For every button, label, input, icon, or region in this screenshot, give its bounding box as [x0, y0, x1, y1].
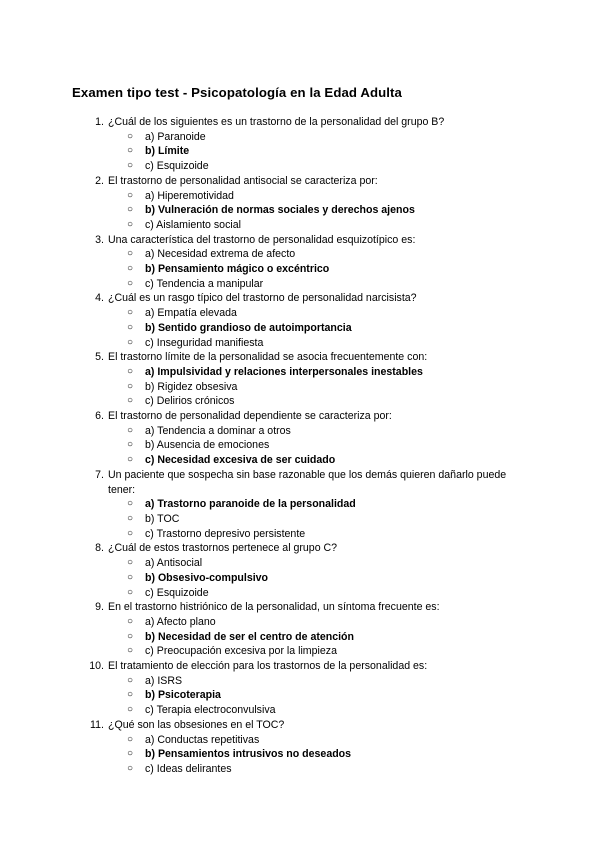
answer-option-correct	[0, 321, 528, 336]
question-text: ¿Qué son las obsesiones en el TOC?	[108, 718, 285, 731]
answer-option	[0, 424, 528, 439]
option-text: b) Pensamiento mágico o excéntrico	[145, 263, 330, 276]
circle-bullet-icon: ○	[127, 674, 134, 686]
question-text: Una característica del trastorno de personalidad esquizotípico es:	[108, 233, 416, 246]
option-list	[0, 130, 528, 174]
option-text: b) Obsesivo-compulsivo	[145, 571, 269, 584]
answer-option-correct	[0, 144, 528, 159]
circle-bullet-icon: ○	[127, 512, 134, 524]
answer-option-correct	[0, 630, 528, 645]
question-text: El trastorno de personalidad antisocial se caracteriza por:	[108, 174, 378, 187]
question-number: 11.	[90, 718, 104, 731]
circle-bullet-icon: ○	[127, 527, 134, 539]
option-text: a) Conductas repetitivas	[145, 733, 260, 746]
answer-option-correct	[0, 747, 528, 762]
circle-bullet-icon: ○	[127, 689, 134, 701]
question-item	[0, 291, 528, 350]
option-text: b) Necesidad de ser el centro de atención	[145, 630, 354, 643]
option-list	[0, 247, 528, 291]
option-text: b) Vulneración de normas sociales y derechos ajenos	[145, 204, 415, 217]
circle-bullet-icon: ○	[127, 498, 134, 510]
question-number: 2.	[95, 174, 104, 187]
answer-option	[0, 703, 528, 718]
answer-option	[0, 586, 528, 601]
option-text: a) Hiperemotividad	[145, 189, 234, 202]
answer-option-correct	[0, 453, 528, 468]
answer-option	[0, 762, 528, 777]
page-title: Examen tipo test - Psicopatología en la Edad Adulta	[72, 85, 402, 100]
answer-option-correct	[0, 688, 528, 703]
circle-bullet-icon: ○	[127, 336, 134, 348]
circle-bullet-icon: ○	[127, 424, 134, 436]
option-list	[0, 674, 528, 718]
option-text: c) Delirios crónicos	[145, 395, 235, 408]
option-text: b) Pensamientos intrusivos no deseados	[145, 748, 352, 761]
answer-option-correct	[0, 497, 528, 512]
circle-bullet-icon: ○	[127, 571, 134, 583]
question-text: El trastorno de personalidad dependiente se caracteriza por:	[108, 410, 392, 423]
circle-bullet-icon: ○	[127, 189, 134, 201]
question-text: ¿Cuál es un rasgo típico del trastorno de personalidad narcisista?	[108, 292, 417, 305]
circle-bullet-icon: ○	[127, 395, 134, 407]
option-list	[0, 306, 528, 350]
option-list	[0, 497, 528, 541]
option-text: a) Afecto plano	[145, 615, 216, 628]
option-text: c) Preocupación excesiva por la limpieza	[145, 645, 337, 658]
question-text: El tratamiento de elección para los trastornos de la personalidad es:	[108, 660, 428, 673]
option-list	[0, 189, 528, 233]
option-text: a) Necesidad extrema de afecto	[145, 248, 296, 261]
option-text: b) Psicoterapia	[145, 689, 221, 702]
circle-bullet-icon: ○	[127, 586, 134, 598]
question-number: 8.	[95, 542, 104, 555]
question-number: 10.	[89, 660, 104, 673]
circle-bullet-icon: ○	[127, 733, 134, 745]
option-text: c) Esquizoide	[145, 160, 209, 173]
answer-option	[0, 394, 528, 409]
option-text: a) Antisocial	[145, 557, 203, 570]
question-item	[0, 174, 528, 233]
circle-bullet-icon: ○	[127, 557, 134, 569]
answer-option-correct	[0, 203, 528, 218]
circle-bullet-icon: ○	[127, 615, 134, 627]
circle-bullet-icon: ○	[127, 704, 134, 716]
option-text: b) TOC	[145, 512, 180, 525]
circle-bullet-icon: ○	[127, 321, 134, 333]
answer-option	[0, 438, 528, 453]
option-text: a) ISRS	[145, 674, 183, 687]
circle-bullet-icon: ○	[127, 645, 134, 657]
circle-bullet-icon: ○	[127, 277, 134, 289]
answer-option	[0, 277, 528, 292]
question-number: 4.	[95, 292, 104, 305]
circle-bullet-icon: ○	[127, 263, 134, 275]
question-item	[0, 350, 528, 409]
option-text: c) Necesidad excesiva de ser cuidado	[145, 454, 336, 467]
answer-option	[0, 512, 528, 527]
option-list	[0, 615, 528, 659]
question-number: 1.	[95, 116, 104, 128]
option-text: c) Tendencia a manipular	[145, 277, 264, 290]
answer-option	[0, 189, 528, 204]
question-item	[0, 468, 528, 542]
answer-option	[0, 615, 528, 630]
question-item	[0, 409, 528, 468]
question-number: 7.	[95, 468, 104, 481]
option-text: c) Esquizoide	[145, 586, 209, 599]
circle-bullet-icon: ○	[127, 248, 134, 260]
circle-bullet-icon: ○	[127, 630, 134, 642]
option-text: b) Rigidez obsesiva	[145, 380, 238, 393]
question-number: 9.	[95, 601, 104, 614]
question-item	[0, 600, 528, 659]
answer-option	[0, 644, 528, 659]
question-list	[0, 115, 528, 777]
answer-option	[0, 159, 528, 174]
option-text: b) Límite	[145, 145, 190, 158]
question-text: Un paciente que sospecha sin base razonable que los demás quieren dañarlo puede tener:	[108, 468, 507, 496]
circle-bullet-icon: ○	[127, 145, 134, 157]
circle-bullet-icon: ○	[127, 160, 134, 172]
circle-bullet-icon: ○	[127, 218, 134, 230]
answer-option	[0, 247, 528, 262]
option-text: b) Ausencia de emociones	[145, 439, 270, 452]
question-item	[0, 659, 528, 718]
option-text: a) Empatía elevada	[145, 307, 237, 320]
question-number: 3.	[95, 233, 104, 246]
answer-option	[0, 218, 528, 233]
circle-bullet-icon: ○	[127, 748, 134, 760]
answer-option	[0, 130, 528, 145]
option-text: c) Trastorno depresivo persistente	[145, 527, 306, 540]
circle-bullet-icon: ○	[127, 204, 134, 216]
circle-bullet-icon: ○	[127, 439, 134, 451]
circle-bullet-icon: ○	[127, 130, 134, 142]
question-text: ¿Cuál de los siguientes es un trastorno de la personalidad del grupo B?	[108, 116, 445, 128]
option-list	[0, 556, 528, 600]
option-text: b) Sentido grandioso de autoimportancia	[145, 321, 352, 334]
question-number: 6.	[95, 410, 104, 423]
question-text: El trastorno límite de la personalidad se asocia frecuentemente con:	[108, 351, 428, 364]
option-list	[0, 365, 528, 409]
circle-bullet-icon: ○	[127, 454, 134, 466]
option-text: c) Ideas delirantes	[145, 762, 232, 775]
circle-bullet-icon: ○	[127, 762, 134, 774]
question-item	[0, 233, 528, 292]
answer-option	[0, 527, 528, 542]
question-item	[0, 718, 528, 777]
question-number: 5.	[95, 351, 104, 364]
answer-option	[0, 306, 528, 321]
answer-option-correct	[0, 262, 528, 277]
option-list	[0, 424, 528, 468]
question-text: ¿Cuál de estos trastornos pertenece al grupo C?	[108, 542, 338, 555]
answer-option-correct	[0, 571, 528, 586]
question-item	[0, 541, 528, 600]
circle-bullet-icon: ○	[127, 365, 134, 377]
answer-option	[0, 674, 528, 689]
option-text: a) Impulsividad y relaciones interpersonales inestables	[145, 365, 423, 378]
option-text: a) Trastorno paranoide de la personalidad	[145, 498, 356, 511]
answer-option-correct	[0, 365, 528, 380]
answer-option	[0, 336, 528, 351]
option-text: c) Inseguridad manifiesta	[145, 336, 264, 349]
option-list	[0, 733, 528, 777]
option-text: a) Paranoide	[145, 130, 206, 143]
circle-bullet-icon: ○	[127, 380, 134, 392]
option-text: c) Terapia electroconvulsiva	[145, 704, 276, 717]
question-text: En el trastorno histriónico de la personalidad, un síntoma frecuente es:	[108, 601, 440, 614]
answer-option	[0, 380, 528, 395]
answer-option	[0, 556, 528, 571]
answer-option	[0, 733, 528, 748]
circle-bullet-icon: ○	[127, 307, 134, 319]
question-item	[0, 115, 528, 174]
option-text: c) Aislamiento social	[145, 218, 241, 231]
option-text: a) Tendencia a dominar a otros	[145, 424, 291, 437]
